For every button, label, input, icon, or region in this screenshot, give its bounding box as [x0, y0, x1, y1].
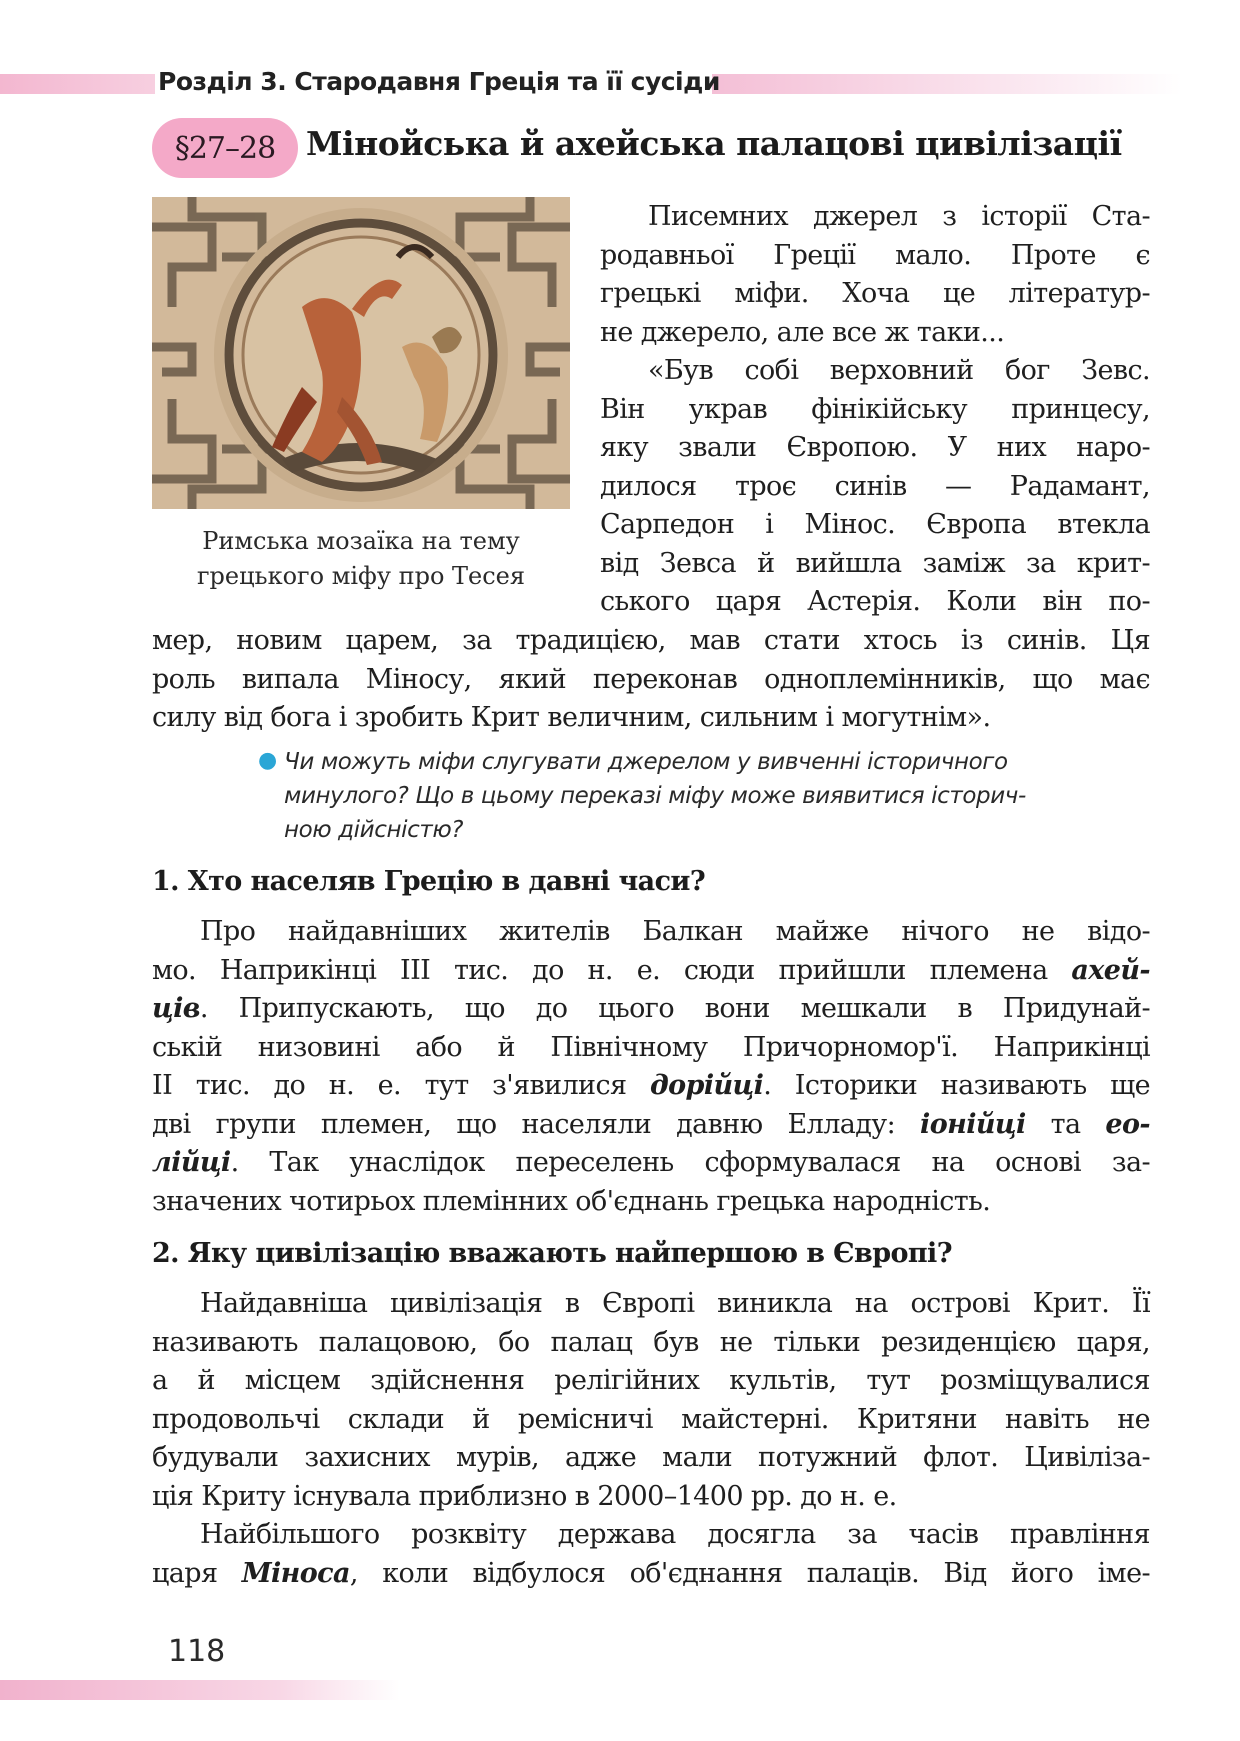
header-decor-bar-right: [712, 74, 1182, 94]
text-line: роль випала Міносу, який переконав одноплемінників, що має: [152, 663, 1150, 695]
review-question: [284, 745, 1150, 847]
page-title: Мінойська й ахейська палацові цивілізації: [306, 124, 1122, 163]
text-line: яку звали Європою. У них наро-: [600, 432, 1150, 463]
paragraph-badge: §27–28: [152, 118, 298, 178]
section-1-body: [152, 913, 1150, 1221]
term-minos: Міноса: [241, 1557, 350, 1589]
figure-caption: [152, 524, 570, 594]
text-line: від Зевса й вийшла заміж за крит-: [600, 547, 1150, 579]
text-line: називають палацовою, бо палац був не тільки резиденцією царя,: [152, 1326, 1150, 1358]
text-line: Найдавніша цивілізація в Європі виникла на острові Крит. Її: [200, 1288, 1150, 1319]
footer-decor-bar: [0, 1680, 400, 1700]
term-aeolians: ео-: [1105, 1108, 1150, 1140]
section-2-heading: 2. Яку цивілізацію вважають найпершою в Європі?: [152, 1238, 952, 1269]
term-dorians: дорійці: [649, 1070, 764, 1101]
bullet-dot-icon: ●: [258, 748, 278, 773]
section-1-heading: 1. Хто населяв Грецію в давні часи?: [152, 866, 706, 897]
term-achaeans: ахей-: [1071, 954, 1150, 986]
text-line: мо. Наприкінці III тис. до н. е. сюди прийшли племена ахей-: [152, 954, 1150, 986]
caption-line: грецького міфу про Тесея: [196, 562, 526, 590]
intro-text-full: [152, 622, 1150, 738]
text-line: силу від бога і зробить Крит величним, сильним і могутнім».: [152, 702, 991, 733]
text-line: ців. Припускають, що до цього вони мешкали в Придунай-: [152, 993, 1150, 1024]
question-line: Чи можуть міфи слугувати джерелом у вивченні історичного: [284, 749, 1008, 775]
text-line: ського царя Астерія. Коли він по-: [600, 586, 1150, 617]
intro-text-right: [600, 198, 1150, 622]
text-line: Найбільшого розквіту держава досягла за часів правління: [200, 1519, 1150, 1550]
section-2-body: [152, 1285, 1150, 1593]
text-line: ській низовині або й Північному Причорномор'ї. Наприкінці: [152, 1031, 1150, 1063]
term-achaeans-end: ців: [152, 993, 200, 1024]
term-aeolians-end: лійці: [152, 1147, 231, 1178]
text-line: не джерело, але все ж таки...: [600, 316, 1005, 348]
text-line: II тис. до н. е. тут з'явилися дорійці. Історики називають ще: [152, 1070, 1150, 1101]
question-line: минулого? Що в цьому переказі міфу може виявитися історич-: [284, 783, 1026, 809]
caption-line: Римська мозаїка на тему: [202, 527, 520, 555]
text-line: ція Криту існувала приблизно в 2000–1400 рр. до н. е.: [152, 1480, 897, 1512]
section-label: Розділ 3. Стародавня Греція та її сусіди: [158, 67, 720, 96]
text-line: значених чотирьох племінних об'єднань грецька народність.: [152, 1185, 991, 1217]
header-decor-bar-left: [0, 74, 155, 94]
text-line: Писемних джерел з історії Ста-: [648, 201, 1150, 232]
text-line: будували захисних мурів, адже мали потужний флот. Цивіліза-: [152, 1442, 1150, 1473]
term-ionians: іонійці: [920, 1108, 1026, 1140]
text-line: родавньої Греції мало. Проте є: [600, 239, 1150, 271]
text-line: царя Міноса, коли відбулося об'єднання палаців. Від його іме-: [152, 1557, 1150, 1589]
text-line: дві групи племен, що населяли давню Елладу: іонійці та ео-: [152, 1108, 1150, 1140]
question-line: ною дійсністю?: [284, 817, 464, 843]
text-line: грецькі міфи. Хоча це літератур-: [600, 278, 1150, 309]
text-line: мер, новим царем, за традицією, мав стати хтось із синів. Ця: [152, 625, 1150, 656]
text-line: Він украв фінікійську принцесу,: [600, 393, 1150, 425]
text-line: а й місцем здійснення релігійних культів, тут розміщувалися: [152, 1365, 1150, 1396]
text-line: Сарпедон і Мінос. Європа втекла: [600, 509, 1150, 540]
mosaic-image: [152, 197, 570, 509]
text-line: Про найдавніших жителів Балкан майже нічого не відо-: [200, 916, 1150, 947]
text-line: лійці. Так унаслідок переселень сформувалася на основі за-: [152, 1147, 1150, 1178]
page-number: 118: [168, 1634, 226, 1669]
text-line: «Був собі верховний бог Зевс.: [648, 355, 1150, 386]
text-line: дилося троє синів — Радамант,: [600, 470, 1150, 502]
text-line: продовольчі склади й ремісничі майстерні. Критяни навіть не: [152, 1403, 1150, 1435]
